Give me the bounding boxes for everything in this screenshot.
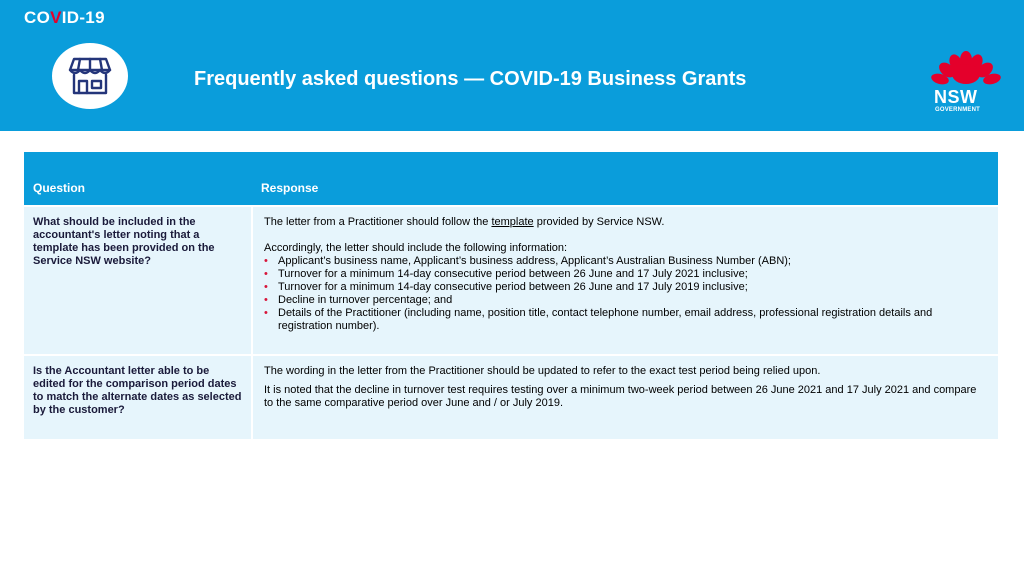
covid-logo-v: V: [50, 8, 62, 27]
response-intro-after: provided by Service NSW.: [533, 216, 665, 228]
list-item: • Applicant’s business name, Applicant’s business address, Applicant’s Australian Business Number (ABN);: [264, 255, 987, 268]
response-cell: [252, 355, 998, 439]
question-cell: What should be included in the accountant's letter noting that a template has been provided on the Service NSW website?: [24, 206, 252, 355]
response-paragraph: The wording in the letter from the Practitioner should be updated to refer to the exact test period being relied upon.: [264, 365, 821, 377]
covid-19-logo: [24, 9, 105, 27]
question-cell: Is the Accountant letter able to be edited for the comparison period dates to match the alternate dates as selected by the customer?: [24, 355, 252, 439]
response-intro: [264, 216, 987, 229]
list-item: • Details of the Practitioner (including name, position title, contact telephone number, email address, professional registration details and registration number).: [264, 307, 987, 333]
government-logo-text: GOVERNMENT: [935, 107, 981, 113]
faq-table: [24, 152, 998, 439]
page-title: Frequently asked questions — COVID-19 Business Grants: [194, 68, 747, 90]
response-lead: Accordingly, the letter should include the following information:: [264, 242, 568, 254]
column-header-question: Question: [24, 152, 252, 206]
list-item: • Turnover for a minimum 14-day consecutive period between 26 June and 17 July 2021 inclusive;: [264, 268, 987, 281]
covid-logo-prefix: CO: [24, 8, 51, 27]
table-row: [24, 355, 998, 439]
response-intro-before: The letter from a Practitioner should follow the: [264, 216, 492, 228]
response-paragraph: It is noted that the decline in turnover test requires testing over a minimum two-week period between 26 June 2021 and 17 July 2021 and compare to the same comparative period over June and / or July 2019.: [264, 384, 977, 409]
nsw-logo-text: NSW: [934, 87, 978, 107]
column-header-response: Response: [252, 152, 998, 206]
list-item: • Decline in turnover percentage; and: [264, 294, 987, 307]
requirements-list: [264, 255, 987, 333]
table-header-row: [24, 152, 998, 206]
shop-badge: [52, 43, 128, 109]
template-link[interactable]: template: [491, 216, 534, 228]
shop-icon: [68, 56, 112, 96]
covid-logo-suffix: ID-19: [61, 8, 105, 27]
list-item: • Turnover for a minimum 14-day consecutive period between 26 June and 17 July 2019 inclusive;: [264, 281, 987, 294]
response-cell: [252, 206, 998, 355]
header-banner: [0, 0, 1024, 131]
table-row: [24, 206, 998, 355]
